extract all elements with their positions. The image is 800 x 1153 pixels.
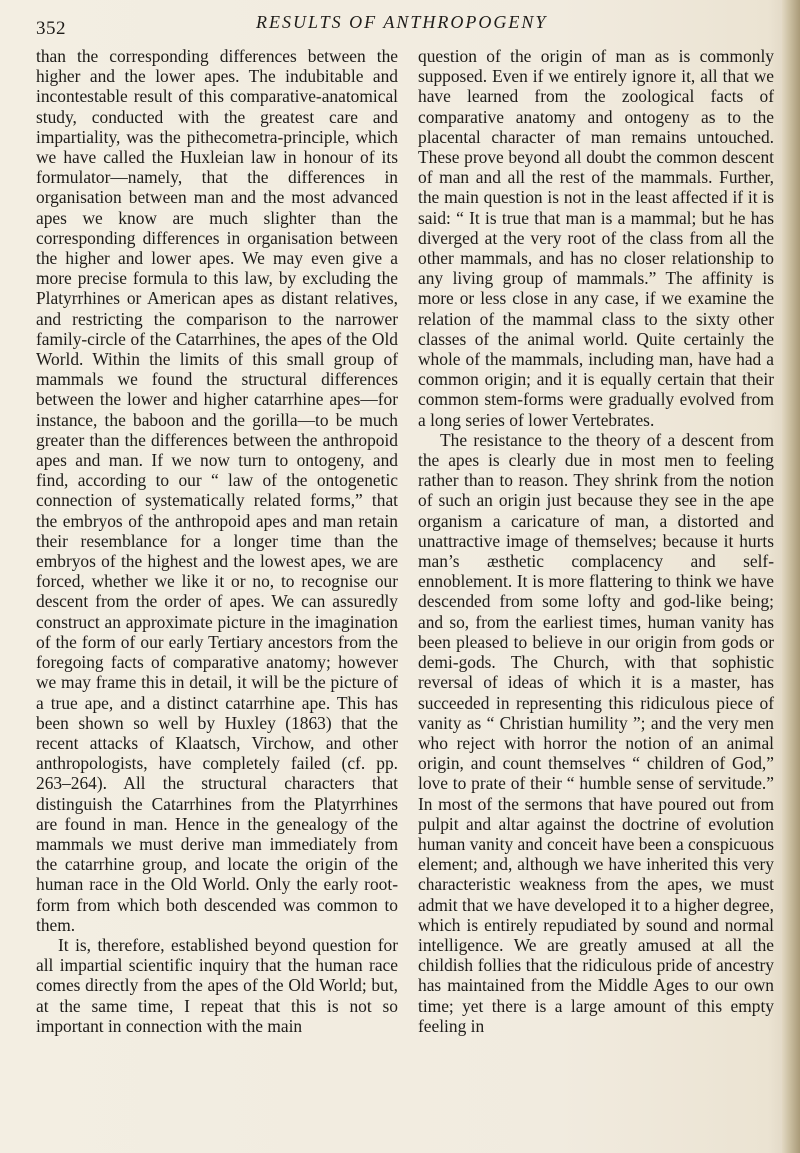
page-number: 352	[36, 18, 66, 39]
left-paragraph-2: It is, therefore, established beyond question for all impartial scientific inquiry that the human race comes directly from the apes of the Old World; but, at the same time, I repeat that this is not so important in connection with the main	[36, 934, 398, 1036]
right-paragraph-2: The resistance to the theory of a descent from the apes is clearly due in most men to feeling rather than to reason. They shrink from the notion of such an origin just because they see in the ape organism a caricature of man, a distorted and unattractive image of themselves; because it hurts man’s æsthetic complacency and self-ennoblement. It is more flattering to think we have descended from some lofty and god-like being; and so, from the earliest times, human vanity has been pleased to believe in our origin from gods or demi-gods. The Church, with that sophistic reversal of ideas of which it is a master, has succeeded in representing this ridiculous piece of vanity as “ Christian humility ”; and the very men who reject with horror the notion of an animal origin, and count themselves “ children of God,” love to prate of their “ humble sense of servitude.” In most of the sermons that have poured out from pulpit and altar against the doctrine of evolution human vanity and conceit have been a conspicuous element; and, although we have inherited this very characteristic weakness from the apes, we must admit that we have developed it to a higher degree, which is entirely repudiated by sound and normal intelligence. We are greatly amused at all the childish follies that the ridiculous pride of ancestry has maintained from the Middle Ages to our own time; yet there is a large amount of this empty feeling in	[418, 429, 774, 1036]
left-paragraph-1: than the corresponding differences between the higher and the lower apes. The indubitable and incontestable result of this comparative-anatomical study, conducted with the greatest care and impartiality, was the pithecometra-principle, which we have called the Huxleian law in honour of its formulator—namely, that the differences in organisation between man and the most advanced apes we know are much slighter than the corresponding differences in organisation between the higher and lower apes. We may even give a more precise formula to this law, by excluding the Platyrrhines or American apes as distant relatives, and restricting the comparison to the narrower family-circle of the Catarrhines, the apes of the Old World. Within the limits of this small group of mammals we found the structural differences between the lower and higher catarrhine apes—for instance, the baboon and the gorilla—to be much greater than the differences between the anthropoid apes and man. If we now turn to ontogeny, and find, according to our “ law of the ontogenetic connection of systematically related forms,” that the embryos of the anthropoid apes and man retain their resemblance for a longer time than the embryos of the highest and the lowest apes, we are forced, whether we like it or no, to recognise our descent from the order of apes. We can assuredly construct an approximate picture in the imagination of the form of our early Tertiary ancestors from the foregoing facts of comparative anatomy; however we may frame this in detail, it will be the picture of a true ape, and a distinct catarrhine ape. This has been shown so well by Huxley (1863) that the recent attacks of Klaatsch, Virchow, and other anthropologists, have completely failed (cf. pp. 263–264). All the structural characters that distinguish the Catarrhines from the Platyrrhines are found in man. Hence in the genealogy of the mammals we must derive man immediately from the catarrhine group, and locate the origin of the human race in the Old World. Only the early root-form from which both descended was common to them.	[36, 46, 398, 935]
page-header	[36, 12, 756, 42]
right-text-column	[418, 46, 774, 1036]
running-title: RESULTS OF ANTHROPOGENY	[256, 12, 548, 32]
left-text-column	[36, 46, 398, 1036]
page-edge-shadow	[782, 0, 800, 1153]
right-paragraph-1: question of the origin of man as is commonly supposed. Even if we entirely ignore it, all that we have learned from the zoological facts of comparative anatomy and ontogeny as to the placental character of man remains untouched. These prove beyond all doubt the common descent of man and all the rest of the mammals. Further, the main question is not in the least affected if it is said: “ It is true that man is a mammal; but he has diverged at the very root of the class from all the other mammals, and has no closer relationship to any living group of mammals.” The affinity is more or less close in any case, if we examine the relation of the mammal class to the sixty other classes of the animal world. Quite certainly the whole of the mammals, including man, have had a common origin; and it is equally certain that their common stem-forms were gradually evolved from a long series of lower Vertebrates.	[418, 46, 774, 430]
